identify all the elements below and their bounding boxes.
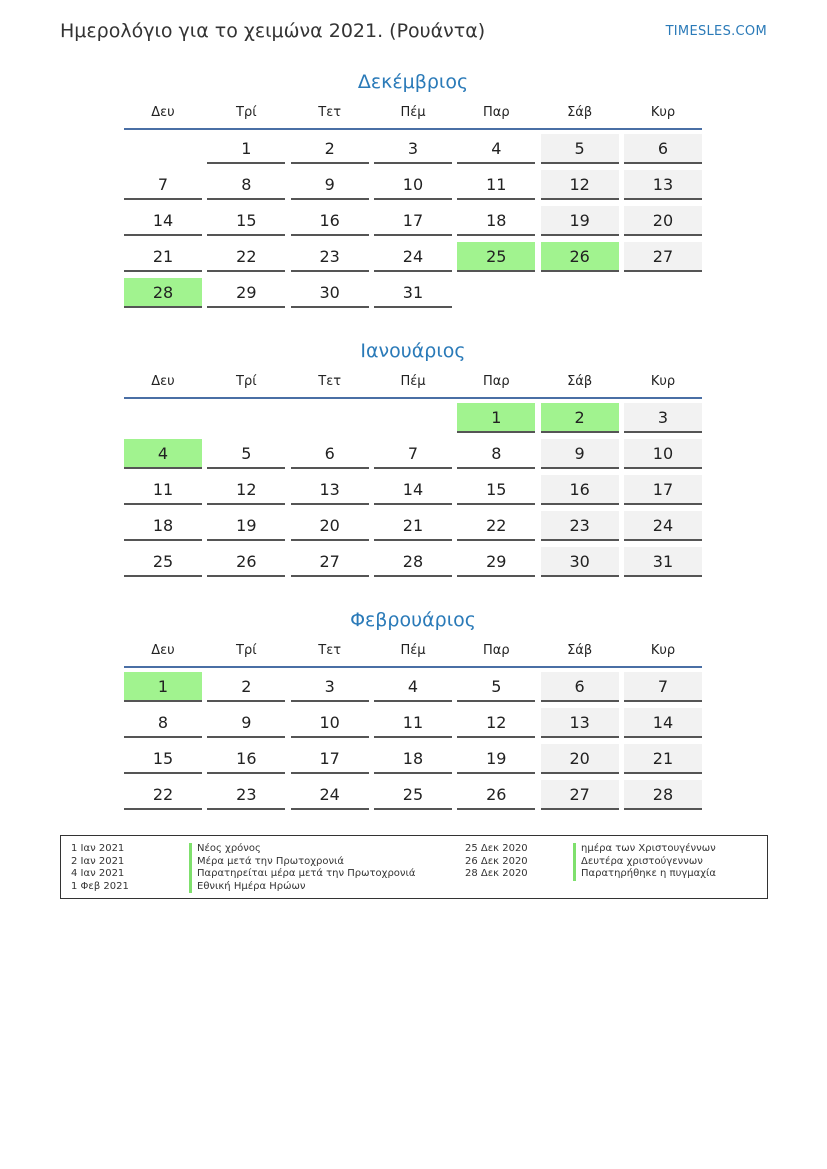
legend-holiday-name: ημέρα των Χριστουγέννων [573,843,716,856]
legend-date: 26 Δεκ 2020 [465,855,528,867]
day-cell: 5 [541,134,619,164]
site-link[interactable]: TIMESLES.COM [665,24,767,39]
weekday-label: Σάβ [567,104,593,120]
day-cell: 22 [457,511,535,541]
weekday-label: Δευ [151,642,175,658]
day-cell: 29 [457,547,535,577]
day-cell: 28 [374,547,452,577]
legend-dates-left [71,843,129,893]
day-cell: 30 [541,547,619,577]
day-cell: 3 [374,134,452,164]
day-cell: 29 [207,278,285,308]
day-cell: 6 [624,134,702,164]
day-cell: 2 [207,672,285,702]
empty-cell [291,403,369,433]
day-cell: 5 [207,439,285,469]
day-cell: 18 [374,744,452,774]
day-cell: 28 [624,780,702,810]
day-cell: 10 [624,439,702,469]
weekday-label: Πέμ [400,373,426,389]
day-cell: 17 [291,744,369,774]
weekday-header [124,634,702,668]
day-cell: 27 [624,242,702,272]
weekday-label: Τρί [236,104,257,120]
day-cell: 1 [124,672,202,702]
day-cell: 23 [207,780,285,810]
day-cell: 13 [541,708,619,738]
weekday-label: Παρ [483,104,510,120]
day-cell: 17 [374,206,452,236]
day-cell: 19 [457,744,535,774]
day-cell: 1 [207,134,285,164]
day-cell: 27 [541,780,619,810]
day-cell: 26 [207,547,285,577]
day-cell: 7 [374,439,452,469]
day-cell: 26 [541,242,619,272]
legend-holiday-name: Δευτέρα χριστούγεννων [573,856,716,869]
day-cell: 12 [541,170,619,200]
legend-date: 1 Ιαν 2021 [71,843,125,854]
day-cell: 7 [124,170,202,200]
day-cell: 27 [291,547,369,577]
month-title: Φεβρουάριος [350,609,476,631]
day-cell: 20 [541,744,619,774]
legend-date: 4 Ιαν 2021 [71,868,125,879]
legend-holiday-name: Παρατηρήθηκε η πυγμαχία [573,868,716,881]
day-cell: 15 [457,475,535,505]
day-cell: 18 [124,511,202,541]
day-cell: 21 [124,242,202,272]
weekday-label: Κυρ [650,373,676,389]
day-cell: 3 [624,403,702,433]
day-cell: 28 [124,278,202,308]
day-cell: 12 [457,708,535,738]
month-december [124,68,702,314]
day-cell: 14 [374,475,452,505]
weekday-label: Σάβ [567,373,593,389]
day-cell: 12 [207,475,285,505]
day-cell: 26 [457,780,535,810]
day-cell: 24 [624,511,702,541]
day-cell: 11 [457,170,535,200]
day-cell: 18 [457,206,535,236]
weekday-label: Τρί [236,642,257,658]
legend-holiday-name: Μέρα μετά την Πρωτοχρονιά [189,856,415,869]
empty-cell [374,403,452,433]
month-february [124,606,702,816]
empty-cell [124,403,202,433]
weekday-label: Παρ [483,373,510,389]
day-cell: 9 [541,439,619,469]
day-cell: 7 [624,672,702,702]
day-cell: 2 [541,403,619,433]
day-cell: 6 [291,439,369,469]
weekday-label: Τρί [236,373,257,389]
day-grid [124,399,702,583]
day-cell: 20 [624,206,702,236]
day-cell: 24 [374,242,452,272]
weekday-label: Παρ [483,642,510,658]
day-cell: 1 [457,403,535,433]
day-cell: 11 [374,708,452,738]
day-cell: 13 [291,475,369,505]
month-title: Δεκέμβριος [357,71,469,93]
day-cell: 9 [207,708,285,738]
weekday-label: Τετ [318,642,342,658]
day-cell: 25 [124,547,202,577]
day-cell: 21 [624,744,702,774]
day-cell: 15 [124,744,202,774]
day-cell: 17 [624,475,702,505]
day-cell: 6 [541,672,619,702]
empty-cell [541,278,619,308]
day-cell: 4 [124,439,202,469]
day-cell: 16 [207,744,285,774]
empty-cell [624,278,702,308]
day-cell: 10 [374,170,452,200]
day-cell: 20 [291,511,369,541]
day-cell: 25 [374,780,452,810]
legend-date: 1 Φεβ 2021 [71,880,129,892]
weekday-label: Πέμ [400,642,426,658]
legend-dates-right [465,843,528,881]
day-cell: 16 [291,206,369,236]
legend-date: 28 Δεκ 2020 [465,868,528,879]
day-cell: 24 [291,780,369,810]
empty-cell [207,403,285,433]
day-cell: 22 [124,780,202,810]
legend-holiday-name: Παρατηρείται μέρα μετά την Πρωτοχρονιά [189,868,415,881]
month-title: Ιανουάριος [360,340,466,362]
day-cell: 4 [457,134,535,164]
page-title: Ημερολόγιο για το χειμώνα 2021. (Ρουάντα) [60,20,486,42]
weekday-label: Δευ [151,104,175,120]
month-january [124,337,702,583]
day-cell: 2 [291,134,369,164]
day-cell: 3 [291,672,369,702]
legend-names-left [189,843,415,893]
legend-date: 2 Ιαν 2021 [71,855,125,867]
weekday-label: Σάβ [567,642,593,658]
weekday-label: Δευ [151,373,175,389]
day-cell: 9 [291,170,369,200]
day-cell: 11 [124,475,202,505]
day-cell: 30 [291,278,369,308]
day-cell: 23 [541,511,619,541]
day-cell: 21 [374,511,452,541]
day-cell: 8 [457,439,535,469]
empty-cell [457,278,535,308]
legend-names-right [573,843,716,881]
weekday-header [124,96,702,130]
day-cell: 31 [624,547,702,577]
holiday-legend [60,835,768,899]
day-cell: 14 [624,708,702,738]
day-cell: 31 [374,278,452,308]
day-cell: 8 [207,170,285,200]
day-cell: 16 [541,475,619,505]
weekday-label: Κυρ [650,104,676,120]
weekday-label: Τετ [318,373,342,389]
weekday-label: Πέμ [400,104,426,120]
day-cell: 19 [541,206,619,236]
empty-cell [124,134,202,164]
day-grid [124,668,702,816]
legend-date: 25 Δεκ 2020 [465,843,528,854]
day-cell: 22 [207,242,285,272]
day-cell: 5 [457,672,535,702]
day-cell: 8 [124,708,202,738]
day-cell: 23 [291,242,369,272]
day-cell: 10 [291,708,369,738]
day-cell: 25 [457,242,535,272]
legend-holiday-name: Εθνική Ημέρα Ηρώων [189,881,415,894]
day-grid [124,130,702,314]
day-cell: 13 [624,170,702,200]
day-cell: 4 [374,672,452,702]
day-cell: 14 [124,206,202,236]
day-cell: 19 [207,511,285,541]
weekday-label: Κυρ [650,642,676,658]
legend-holiday-name: Νέος χρόνος [189,843,415,856]
day-cell: 15 [207,206,285,236]
weekday-header [124,365,702,399]
weekday-label: Τετ [318,104,342,120]
